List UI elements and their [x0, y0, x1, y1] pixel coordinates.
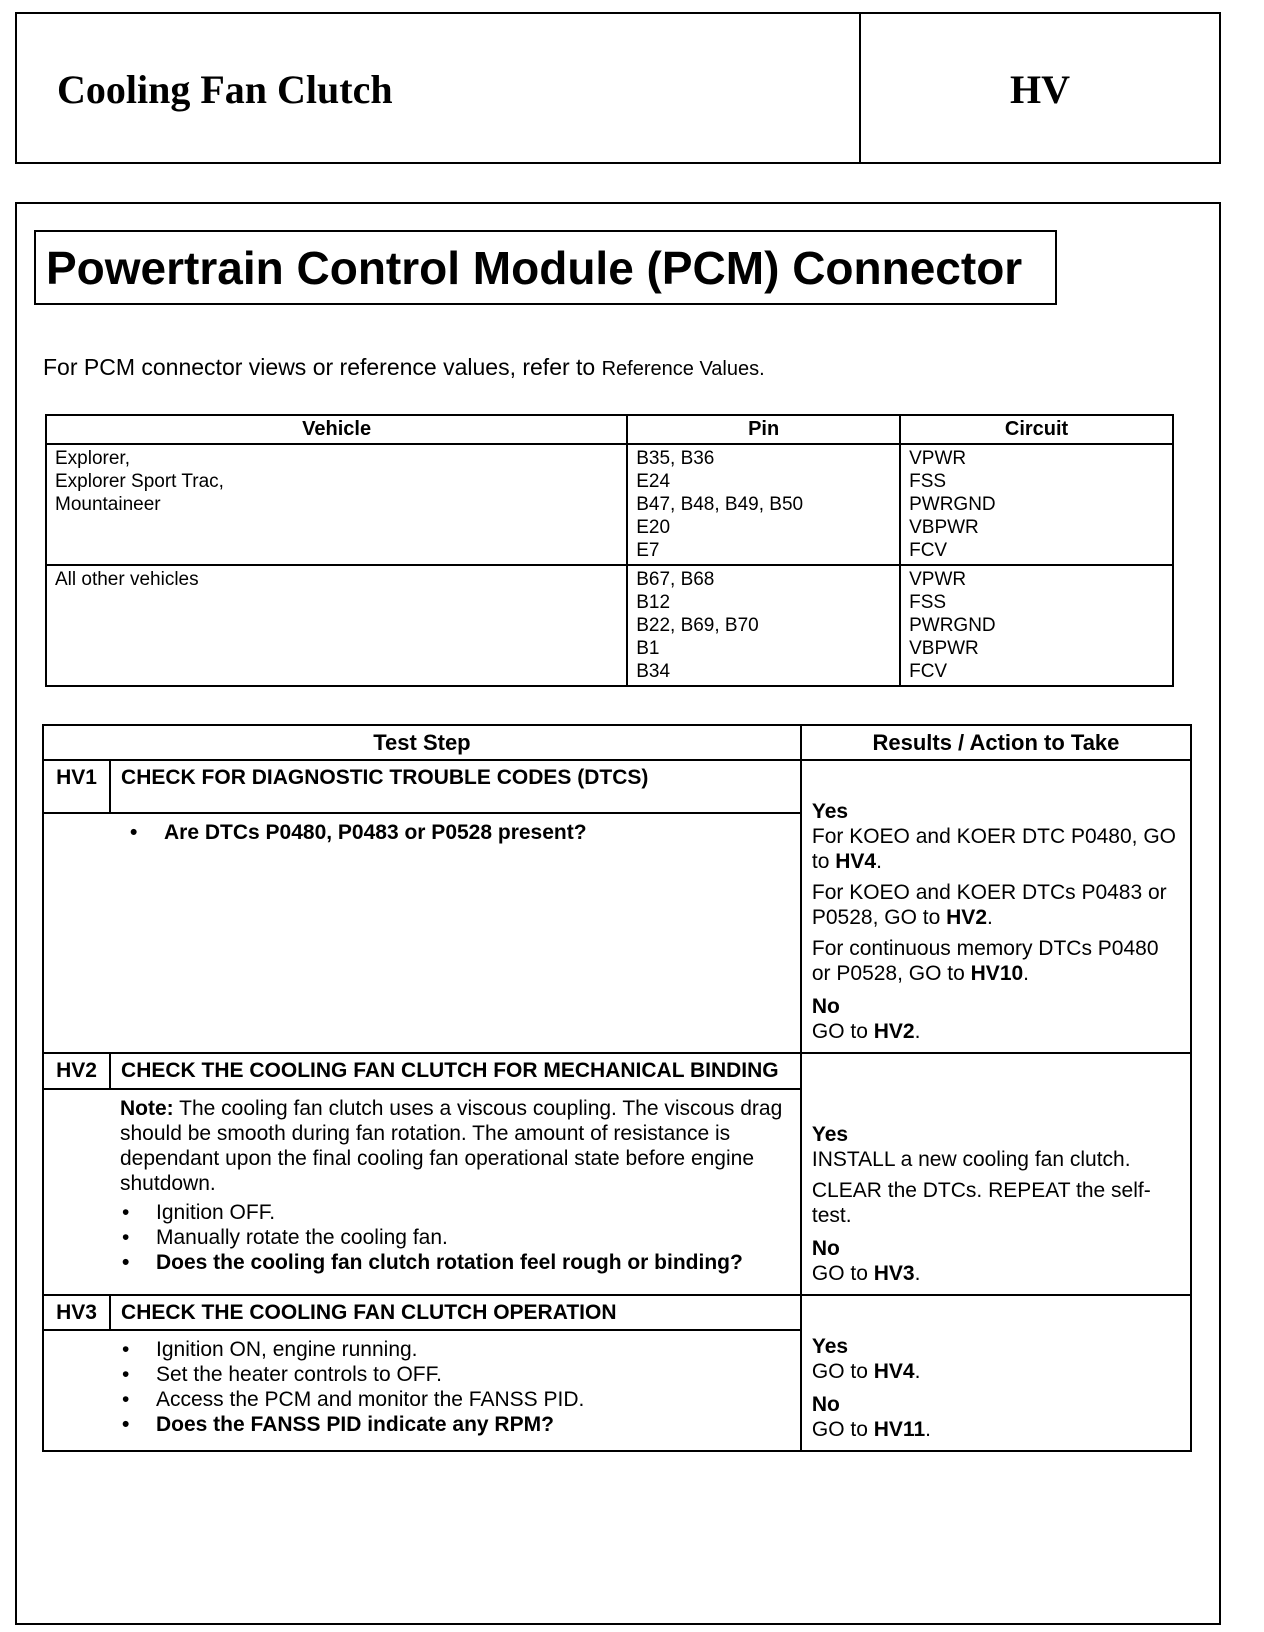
- main-panel: [15, 202, 1221, 1625]
- col-test-step: Test Step: [43, 725, 801, 760]
- table-row: [46, 444, 1173, 565]
- step-title-row: [43, 760, 1191, 813]
- yes-label: Yes: [811, 1335, 849, 1358]
- circuit-cell: VPWR FSS PWRGND VBPWR FCV: [900, 565, 1173, 686]
- pin-table: [45, 414, 1174, 687]
- step-results: [801, 1053, 1191, 1295]
- list-item: • Does the cooling fan clutch rotation feel rough or binding?: [156, 1250, 790, 1275]
- step-results: [801, 760, 1191, 1053]
- step-title-row: [43, 1053, 1191, 1089]
- step-title-row: [43, 1295, 1191, 1330]
- result-text: GO to HV3.: [811, 1262, 921, 1285]
- test-step-table: [42, 724, 1192, 1452]
- list-item: • Set the heater controls to OFF.: [156, 1362, 790, 1387]
- step-body: [43, 813, 801, 1053]
- step-id: HV3: [43, 1295, 110, 1330]
- list-item: • Ignition ON, engine running.: [156, 1337, 790, 1362]
- vehicle-cell: Explorer, Explorer Sport Trac, Mountaineer: [46, 444, 627, 565]
- no-label: No: [811, 1237, 840, 1260]
- step-body: [43, 1089, 801, 1295]
- yes-label: Yes: [811, 1123, 849, 1146]
- result-text: For KOEO and KOER DTCs P0483 or P0528, GO to HV2.: [811, 881, 1167, 929]
- pin-cell: B67, B68 B12 B22, B69, B70 B1 B34: [627, 565, 900, 686]
- no-label: No: [811, 995, 840, 1018]
- no-label: No: [811, 1393, 840, 1416]
- step-id: HV1: [43, 760, 110, 813]
- result-text: GO to HV11.: [811, 1418, 931, 1441]
- intro-paragraph: [43, 354, 765, 381]
- col-results: Results / Action to Take: [801, 725, 1191, 760]
- list-item: • Manually rotate the cooling fan.: [156, 1225, 790, 1250]
- step-title: CHECK THE COOLING FAN CLUTCH OPERATION: [110, 1295, 801, 1330]
- result-text: INSTALL a new cooling fan clutch.: [811, 1148, 1131, 1171]
- step-title: CHECK FOR DIAGNOSTIC TROUBLE CODES (DTCS): [110, 760, 801, 813]
- section-code: HV: [1010, 67, 1070, 112]
- intro-text: For PCM connector views or reference values, refer to: [43, 354, 596, 380]
- yes-label: Yes: [811, 800, 849, 823]
- reference-values-link[interactable]: Reference Values.: [601, 358, 765, 380]
- result-text: For KOEO and KOER DTC P0480, GO to HV4.: [811, 825, 1177, 873]
- pin-cell: B35, B36 E24 B47, B48, B49, B50 E20 E7: [627, 444, 900, 565]
- vehicle-cell: All other vehicles: [46, 565, 627, 686]
- list-item: • Access the PCM and monitor the FANSS PID.: [156, 1387, 790, 1412]
- step-body: [43, 1330, 801, 1451]
- col-vehicle: Vehicle: [46, 415, 627, 444]
- result-text: CLEAR the DTCs. REPEAT the self-test.: [811, 1179, 1151, 1227]
- step-title: CHECK THE COOLING FAN CLUTCH FOR MECHANICAL BINDING: [110, 1053, 801, 1089]
- col-pin: Pin: [627, 415, 900, 444]
- section-title: Powertrain Control Module (PCM) Connector: [34, 230, 1057, 305]
- result-text: GO to HV4.: [811, 1360, 921, 1383]
- col-circuit: Circuit: [900, 415, 1173, 444]
- result-text: For continuous memory DTCs P0480 or P0528, GO to HV10.: [811, 937, 1159, 985]
- circuit-cell: VPWR FSS PWRGND VBPWR FCV: [900, 444, 1173, 565]
- pin-table-header: [46, 415, 1173, 444]
- list-item: • Does the FANSS PID indicate any RPM?: [156, 1412, 790, 1437]
- test-table-header: [43, 725, 1191, 760]
- result-text: GO to HV2.: [811, 1020, 921, 1043]
- step-results: [801, 1295, 1191, 1451]
- list-item: • Ignition OFF.: [156, 1200, 790, 1225]
- list-item: • Are DTCs P0480, P0483 or P0528 present?: [164, 820, 790, 845]
- step-note: Note: The cooling fan clutch uses a viscous coupling. The viscous drag should be smooth during fan rotation. The amount of resistance is dependant upon the final cooling fan operational state before engine shutdown.: [120, 1097, 783, 1196]
- step-id: HV2: [43, 1053, 110, 1089]
- page-title: Cooling Fan Clutch: [57, 67, 393, 112]
- page-header: [15, 12, 1221, 164]
- table-row: [46, 565, 1173, 686]
